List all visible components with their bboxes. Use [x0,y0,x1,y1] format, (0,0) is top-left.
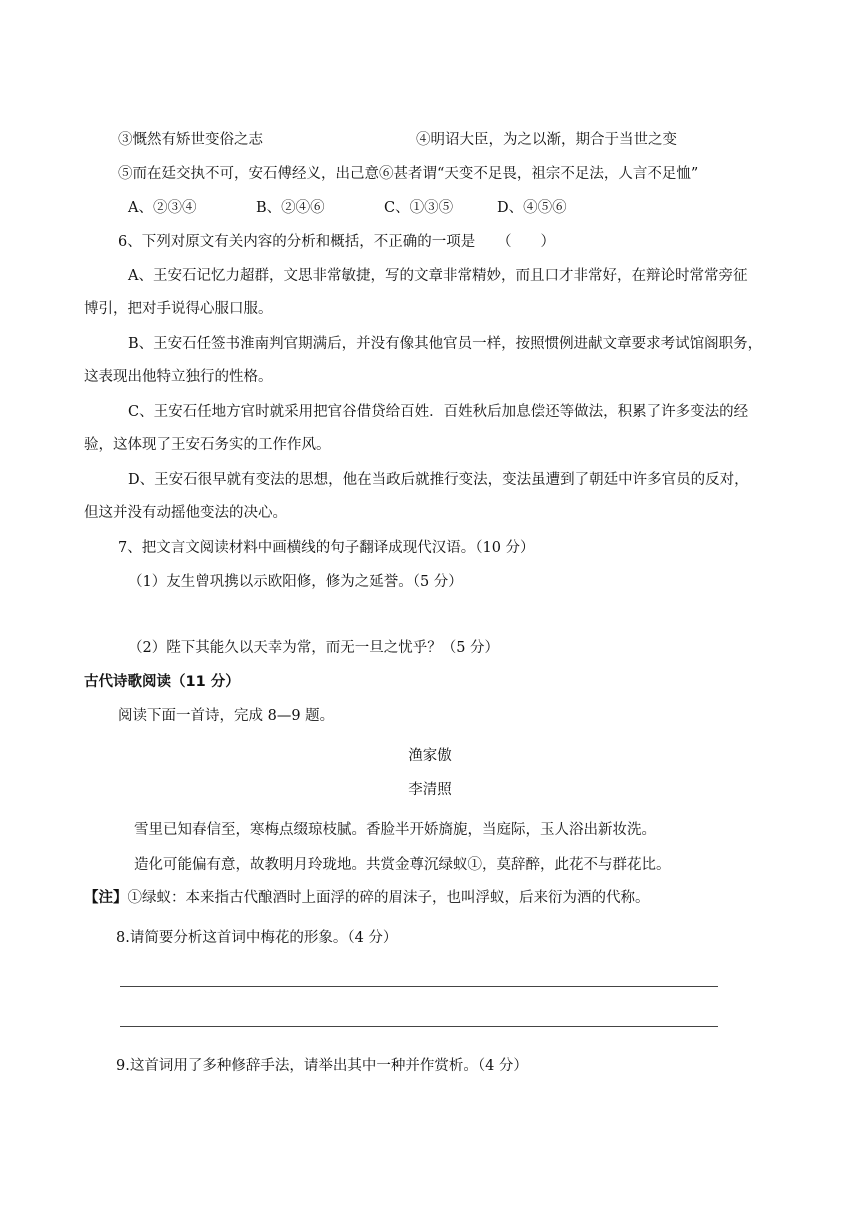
q7-stem: 7、把文言文阅读材料中画横线的句子翻译成现代汉语。（10 分） [118,540,535,556]
q5-option-c: C、①③⑤ [384,200,454,216]
poem-author: 李清照 [408,782,452,798]
q6-option-c-line1: C、王安石任地方官时就采用把官谷借贷给百姓．百姓秋后加息偿还等做法，积累了许多变法的经 [128,404,749,420]
poem-title: 渔家傲 [408,748,452,764]
poem-note [84,888,650,908]
note-text: ①绿蚁：本来指古代酿酒时上面浮的碎的眉沫子，也叫浮蚁，后来衍为酒的代称。 [127,890,650,906]
q6-option-a-line2: 博引，把对手说得心服口服。 [84,301,273,317]
q6-option-d-line2: 但这并没有动摇他变法的决心。 [84,505,287,521]
poetry-intro: 阅读下面一首诗，完成 8—9 题。 [118,708,335,724]
q6-option-b-line2: 这表现出他特立独行的性格。 [84,369,273,385]
q8-answer-line-1[interactable] [120,986,718,987]
q6-stem: 6、下列对原文有关内容的分析和概括，不正确的一项是 （ ） [118,234,555,250]
q5-option-d: D、④⑤⑥ [497,200,567,216]
q5-options [128,198,567,218]
q5-item-5-6: ⑤而在廷交执不可，安石傅经义，出己意⑥甚者谓“天变不足畏，祖宗不足法，人言不足恤” [118,166,699,182]
poem-line-1: 雪里已知春信至，寒梅点缀琼枝腻。香脸半开娇旖旎，当庭际，玉人浴出新妆洗。 [134,822,656,838]
q6-option-d-line1: D、王安石很早就有变法的思想，他在当政后就推行变法，变法虽遭到了朝廷中许多官员的反对， [128,472,749,488]
note-label: 【注】 [84,890,128,906]
q5-option-a: A、②③④ [128,200,197,216]
q7-sentence-2: （2）陛下其能久以天幸为常，而无一旦之忧乎？（5 分） [128,640,500,656]
q7-sentence-1: （1）友生曾巩携以示欧阳修，修为之延誉。（5 分） [128,574,463,590]
q5-option-b: B、②④⑥ [256,200,325,216]
q9-stem: 9.这首词用了多种修辞手法，请举出其中一种并作赏析。（4 分） [116,1058,528,1074]
q8-answer-line-2[interactable] [120,1026,718,1027]
poetry-section-heading: 古代诗歌阅读（11 分） [84,674,240,690]
q6-option-a-line1: A、王安石记忆力超群，文思非常敏捷，写的文章非常精妙，而且口才非常好，在辩论时常常旁征 [128,268,748,284]
poem-line-2: 造化可能偏有意，故教明月玲珑地。共赏金尊沉绿蚁①，莫辞醉，此花不与群花比。 [134,857,671,873]
q5-item-3: ③慨然有矫世变俗之志 [118,132,263,148]
q5-item-4: ④明诏大臣，为之以渐，期合于当世之变 [416,132,677,148]
q8-stem: 8.请简要分析这首词中梅花的形象。（4 分） [116,930,398,946]
q6-option-b-line1: B、王安石任签书淮南判官期满后，并没有像其他官员一样，按照惯例进献文章要求考试馆阁职务， [128,336,763,352]
q6-option-c-line2: 验，这体现了王安石务实的工作作风。 [84,437,331,453]
